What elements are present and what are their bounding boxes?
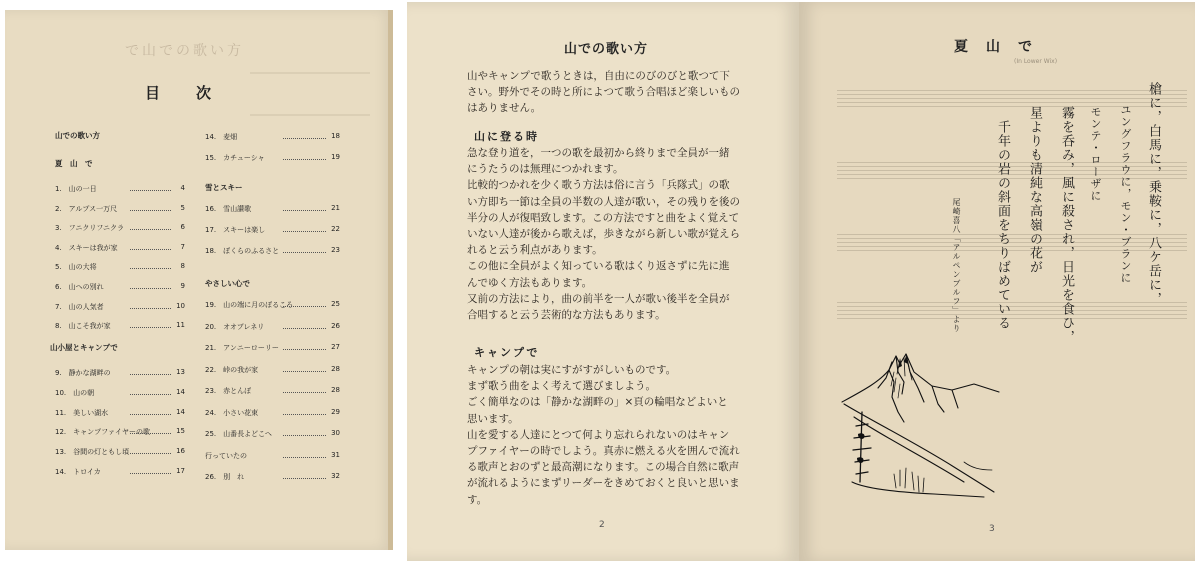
staff-line (837, 102, 1187, 103)
intro-paragraph (467, 68, 740, 117)
leader-dots (130, 243, 171, 250)
toc-entry[interactable] (55, 184, 185, 194)
toc-entry[interactable] (55, 262, 185, 272)
leader-dots (283, 246, 326, 253)
toc-entry-title: 5. 山の大将 (55, 263, 97, 272)
text-line: 又前の方法により，曲の前半を一人が歌い後半を全員が (467, 292, 730, 305)
page-number: 2 (599, 520, 605, 530)
leader-dots (283, 408, 326, 415)
text-line: 急な登り道を，一つの歌を最初から終りまで全員が一緒 (467, 147, 730, 159)
poem-line: 霧を呑み，風に殺され，日光を食ひ， (1059, 106, 1074, 344)
toc-entry[interactable] (205, 204, 340, 214)
staff-line (837, 238, 1187, 239)
toc-section-hut-camp[interactable]: 山小屋とキャンプで (50, 343, 118, 352)
poem-line: 千年の岩の斜面をちりばめている (995, 120, 1010, 330)
leader-dots (283, 225, 326, 232)
leader-dots (130, 282, 171, 289)
toc-entry-page: 6 (180, 223, 185, 232)
text-line: ごく簡単なのは「静かな湖畔の」×頁の輪唱などよいと (467, 396, 728, 409)
staff-line (837, 106, 1187, 107)
toc-entry-page: 11 (176, 321, 185, 330)
toc-entry[interactable] (205, 429, 340, 439)
climbing-paragraph (467, 145, 740, 323)
toc-entry-title: 9. 静かな湖畔の (55, 369, 111, 377)
staff-line (837, 310, 1187, 311)
leader-dots (283, 322, 326, 329)
text-line: この他に全員がよく知っている歌はくり返さずに先に進 (467, 260, 730, 273)
toc-entry-title: 6. 山への別れ (55, 283, 104, 291)
toc-entry-page: 21 (331, 204, 340, 212)
toc-section-summer[interactable]: 夏 山 で (55, 159, 93, 168)
toc-entry-title: 7. 山の人気者 (55, 302, 104, 311)
toc-entry-page: 27 (331, 343, 340, 351)
leader-dots (130, 184, 171, 191)
toc-entry-page: 9 (180, 282, 185, 290)
poem-line: 星よりも清純な高嶺の花が (1027, 106, 1042, 274)
toc-entry-title: 20. オオブレネリ (205, 322, 265, 331)
toc-entry-page: 4 (180, 184, 185, 192)
toc-entry-page: 28 (331, 386, 340, 394)
staff-line (837, 178, 1187, 179)
toc-entry[interactable] (55, 408, 185, 418)
staff-line (837, 306, 1187, 307)
toc-entry-title: 15. カチューシャ (205, 154, 265, 162)
text-line: にうたうのは無理につかれます。 (467, 163, 624, 176)
toc-entry[interactable] (205, 408, 340, 418)
toc-entry-page: 29 (331, 407, 340, 416)
toc-entry[interactable] (55, 388, 185, 398)
bleed-through-text (250, 72, 370, 116)
toc-entry[interactable] (205, 451, 340, 461)
text-line: る歌声とおのずと最高潮になります。この場合自然に歌声 (467, 461, 740, 474)
toc-entry-title: 4. スキーは我が家 (55, 243, 118, 252)
toc-entry[interactable] (205, 472, 340, 482)
leader-dots (130, 388, 171, 395)
leader-dots (130, 447, 171, 454)
leader-dots (130, 223, 171, 230)
subheading-camp: キャンプで (474, 346, 540, 359)
leader-dots (130, 368, 171, 375)
toc-entry-title: 行っていたの (205, 451, 247, 460)
text-line: 合唱すると云う芸術的な方法もあります。 (467, 309, 666, 322)
bleed-through-subtitle: (In Lower Wix) (1014, 58, 1058, 65)
staff-line (837, 234, 1187, 235)
staff-line (837, 166, 1187, 167)
toc-entry-page: 32 (331, 472, 340, 480)
toc-entry-title: 2. アルプス一万尺 (55, 204, 118, 213)
text-line: い方即ち一節は全員の半数の人達が歌い，その残りを後の (467, 195, 740, 208)
text-line: す。 (467, 493, 488, 506)
toc-entry[interactable] (55, 243, 185, 253)
toc-entry-title: 24. 小さい花束 (205, 408, 259, 417)
toc-entry-title: 16. 雪山讃歌 (205, 205, 252, 213)
leader-dots (283, 132, 326, 139)
toc-entry-page: 16 (176, 447, 185, 456)
toc-entry[interactable] (55, 467, 185, 477)
toc-section-snow-ski[interactable]: 雪とスキー (205, 183, 243, 192)
mountain-illustration (834, 342, 1004, 507)
subheading-climbing: 山に登る時 (474, 130, 539, 143)
leader-dots (283, 343, 326, 350)
text-line: はありません。 (467, 102, 542, 115)
toc-entry-title: 12. キャンプファイヤーの歌 (55, 428, 150, 437)
toc-entry-title: 26. 別 れ (205, 473, 245, 481)
toc-entry-title: 18. ぼくらのふるさと (205, 247, 280, 255)
text-line: 半分の人が復唱致します。この方法ですと曲をよく覚えて (467, 211, 740, 224)
leader-dots (283, 386, 326, 393)
text-line: 比較的つかれを少く歌う方法は俗に言う「兵隊式」の歌 (467, 179, 730, 192)
leader-dots (283, 365, 326, 372)
toc-entry-title: 22. 峠の我が家 (205, 365, 259, 374)
text-line: プファイヤーの時でしよう。真赤に燃える火を囲んで流れ (467, 445, 740, 458)
toc-section-singing[interactable]: 山での歌い方 (55, 131, 100, 140)
toc-entry-page: 30 (331, 429, 340, 437)
staff-line (837, 90, 1187, 91)
staff-line (837, 314, 1187, 315)
toc-entry-title: 1. 山の一日 (55, 185, 97, 193)
text-line: キャンプの朝は実にすがすがしいものです。 (467, 364, 677, 376)
toc-entry-title: 13. 谷間の灯ともし頃 (55, 448, 130, 457)
staff-line (837, 98, 1187, 99)
leader-dots (283, 472, 326, 479)
page-number: 3 (989, 524, 995, 534)
staff-line (837, 246, 1187, 247)
toc-entry-page: 22 (331, 225, 340, 233)
toc-entry[interactable] (205, 322, 340, 332)
singing-method-page (407, 2, 799, 561)
toc-entry-page: 8 (180, 262, 185, 271)
staff-line (837, 318, 1187, 319)
toc-entry[interactable] (55, 302, 185, 312)
toc-entry-page: 14 (176, 407, 185, 416)
staff-line (837, 94, 1187, 95)
staff-line (837, 242, 1187, 243)
staff-line (837, 174, 1187, 175)
text-line: まず歌う曲をよく考えて選びましよう。 (467, 380, 656, 393)
bleed-through-heading: で山での歌い方 (125, 43, 244, 59)
toc-entry-page: 31 (331, 450, 340, 459)
staff-line (837, 250, 1187, 251)
poem-line: 槍に，白馬に，乗鞍に，八ケ岳に， (1146, 82, 1161, 306)
toc-entry-title: 25. 山番長よどこへ (205, 430, 272, 438)
toc-entry-page: 25 (331, 300, 340, 308)
staff-line (837, 170, 1187, 171)
toc-entry-page: 10 (176, 301, 185, 310)
toc-entry[interactable] (205, 225, 340, 235)
toc-entry-page: 19 (331, 153, 340, 161)
toc-entry[interactable] (205, 153, 340, 163)
leader-dots (283, 204, 326, 211)
text-line: 思います。 (467, 412, 519, 425)
toc-entry[interactable] (205, 386, 340, 396)
staff-line (837, 302, 1187, 303)
leader-dots (283, 451, 326, 458)
text-line: 山を愛する人達にとつて何より忘れられないのはキャン (467, 428, 730, 441)
toc-entry[interactable] (205, 343, 340, 353)
poem-line: ユングフラウに，モン・ブランに (1119, 104, 1132, 284)
toc-entry[interactable] (205, 365, 340, 375)
toc-entry-page: 18 (331, 132, 340, 140)
toc-entry-page: 7 (180, 242, 185, 251)
toc-entry[interactable] (55, 321, 185, 331)
toc-entry-title: 8. 山こそ我が家 (55, 322, 111, 331)
toc-entry-page: 17 (176, 467, 185, 475)
toc-entry-page: 23 (331, 246, 340, 254)
page-heading: 夏 山 で (954, 39, 1034, 55)
leader-dots (283, 429, 326, 436)
text-line: れると云う利点があります。 (467, 244, 603, 257)
staff-line (837, 162, 1187, 163)
toc-entry[interactable] (55, 368, 185, 378)
text-line: んでゆく方法もあります。 (467, 276, 593, 289)
text-line: さい。野外でその時と所によつて歌う合唱ほど楽しいもの (467, 86, 740, 99)
toc-entry[interactable] (55, 282, 185, 292)
toc-entry-title: 21. アンニーローリー (205, 344, 279, 352)
leader-dots (283, 153, 326, 160)
text-line: が流れるようにまずリーダーをきめておくと良いと思いま (467, 477, 740, 490)
toc-title: 目 次 (145, 84, 214, 102)
poem-line: モンテ・ローザに (1089, 106, 1102, 202)
summer-mountain-page (799, 2, 1195, 561)
toc-section-gentle[interactable]: やさしい心で (205, 279, 250, 288)
toc-entry-title: 23. 赤とんぼ (205, 387, 252, 395)
leader-dots (130, 302, 171, 309)
poem-attribution: 尾崎喜八「アルペンブルフ」より (952, 198, 961, 333)
toc-entry-title: 14. トロイカ (55, 468, 101, 476)
toc-entry-page: 14 (176, 387, 185, 396)
toc-page (5, 10, 393, 550)
text-line: 山やキャンプで歌うときは，自由にのびのびと歌つて下 (467, 70, 730, 82)
toc-entry-page: 28 (331, 364, 340, 373)
leader-dots (130, 427, 171, 434)
toc-entry[interactable] (205, 246, 340, 256)
toc-entry-page: 13 (176, 368, 185, 376)
camp-paragraph (467, 362, 740, 508)
toc-entry[interactable] (55, 204, 185, 214)
toc-entry[interactable] (55, 447, 185, 457)
page-heading: 山での歌い方 (564, 42, 649, 57)
toc-entry-title: 3. フニクリフニクラ (55, 224, 124, 233)
toc-entry-page: 26 (331, 321, 340, 330)
toc-entry-title: 17. スキーは楽し (205, 226, 266, 234)
toc-entry-title: 19. 山の端に月のぼるころ (205, 301, 294, 309)
leader-dots (130, 408, 171, 415)
toc-entry[interactable] (205, 132, 340, 142)
leader-dots (283, 300, 326, 307)
toc-entry-title: 14. 麦畑 (205, 133, 238, 141)
toc-entry[interactable] (55, 223, 185, 233)
leader-dots (130, 204, 171, 211)
toc-entry-page: 5 (180, 203, 185, 212)
toc-entry-title: 10. 山の朝 (55, 388, 95, 397)
text-line: いない人達が後から歌えば，歩きながら新しい歌が覚えら (467, 228, 740, 241)
toc-entry[interactable] (205, 300, 340, 310)
toc-entry-title: 11. 美しい湖水 (55, 408, 109, 417)
page-edge (388, 10, 393, 550)
toc-entry[interactable] (55, 427, 185, 437)
leader-dots (130, 262, 171, 269)
toc-entry-page: 15 (176, 427, 185, 436)
leader-dots (130, 321, 171, 328)
leader-dots (130, 467, 171, 474)
